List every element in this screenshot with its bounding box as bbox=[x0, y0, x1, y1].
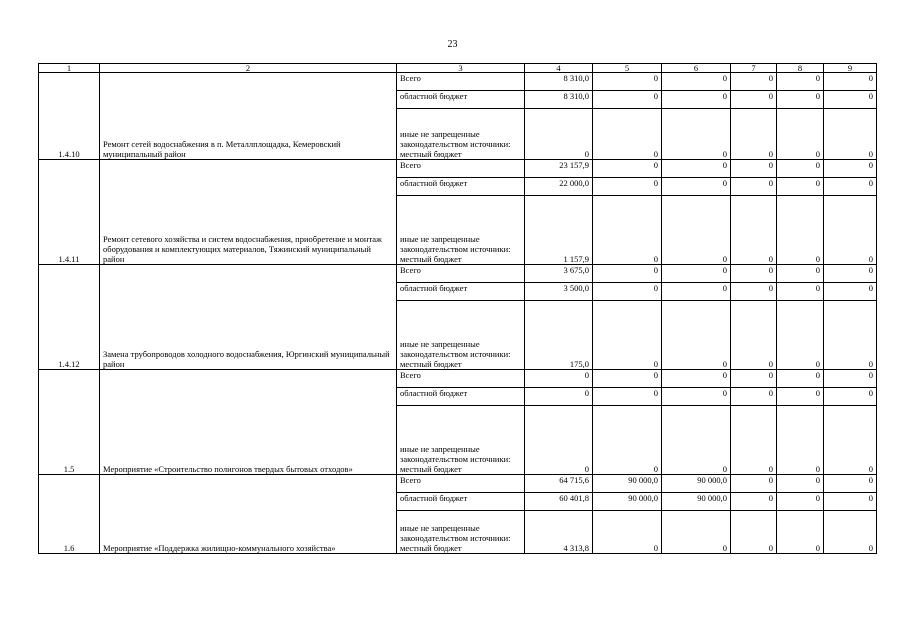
funding-source: иные не запрещенные законодательством источники: местный бюджет bbox=[397, 511, 525, 554]
amount-cell: 0 bbox=[731, 91, 777, 109]
amount-cell: 0 bbox=[662, 370, 731, 388]
column-number: 6 bbox=[662, 64, 731, 73]
amount-cell: 0 bbox=[777, 265, 824, 283]
amount-cell: 0 bbox=[662, 196, 731, 265]
column-number: 4 bbox=[525, 64, 593, 73]
funding-source: Всего bbox=[397, 73, 525, 91]
item-code: 1.5 bbox=[39, 370, 100, 475]
item-name: Замена трубопроводов холодного водоснабжения, Юргинский муниципальный район bbox=[100, 265, 397, 370]
amount-cell: 0 bbox=[525, 388, 593, 406]
amount-cell: 0 bbox=[662, 178, 731, 196]
amount-cell: 0 bbox=[525, 370, 593, 388]
amount-cell: 0 bbox=[593, 109, 662, 160]
amount-cell: 175,0 bbox=[525, 301, 593, 370]
column-number: 2 bbox=[100, 64, 397, 73]
amount-cell: 60 401,8 bbox=[525, 493, 593, 511]
program-financing-table bbox=[38, 63, 877, 554]
amount-cell: 0 bbox=[593, 196, 662, 265]
item-name: Ремонт сетевого хозяйства и систем водоснабжения, приобретение и монтаж оборудования и комплектующих материалов, Тяжинский муниципальный район bbox=[100, 160, 397, 265]
amount-cell: 0 bbox=[731, 196, 777, 265]
amount-cell: 0 bbox=[777, 178, 824, 196]
table-row bbox=[39, 475, 877, 493]
item-name: Мероприятие «Поддержка жилищно-коммунального хозяйства» bbox=[100, 475, 397, 554]
amount-cell: 8 310,0 bbox=[525, 73, 593, 91]
amount-cell: 4 313,8 bbox=[525, 511, 593, 554]
funding-source: иные не запрещенные законодательством источники: местный бюджет bbox=[397, 109, 525, 160]
amount-cell: 0 bbox=[593, 511, 662, 554]
amount-cell: 0 bbox=[662, 91, 731, 109]
column-number: 1 bbox=[39, 64, 100, 73]
item-code: 1.6 bbox=[39, 475, 100, 554]
amount-cell: 0 bbox=[731, 178, 777, 196]
amount-cell: 0 bbox=[777, 511, 824, 554]
amount-cell: 0 bbox=[593, 265, 662, 283]
amount-cell: 0 bbox=[593, 91, 662, 109]
page-number: 23 bbox=[447, 39, 458, 50]
amount-cell: 0 bbox=[824, 388, 877, 406]
amount-cell: 0 bbox=[824, 283, 877, 301]
amount-cell: 90 000,0 bbox=[593, 493, 662, 511]
amount-cell: 90 000,0 bbox=[662, 475, 731, 493]
funding-source: Всего bbox=[397, 370, 525, 388]
amount-cell: 0 bbox=[777, 283, 824, 301]
amount-cell: 0 bbox=[593, 406, 662, 475]
funding-source: иные не запрещенные законодательством источники: местный бюджет bbox=[397, 301, 525, 370]
amount-cell: 0 bbox=[662, 73, 731, 91]
amount-cell: 0 bbox=[824, 178, 877, 196]
item-name: Ремонт сетей водоснабжения в п. Металлплощадка, Кемеровский муниципальный район bbox=[100, 73, 397, 160]
amount-cell: 0 bbox=[777, 160, 824, 178]
amount-cell: 0 bbox=[662, 301, 731, 370]
amount-cell: 0 bbox=[824, 109, 877, 160]
amount-cell: 1 157,9 bbox=[525, 196, 593, 265]
column-number-row bbox=[39, 64, 877, 73]
amount-cell: 0 bbox=[824, 265, 877, 283]
funding-source: Всего bbox=[397, 475, 525, 493]
amount-cell: 0 bbox=[824, 91, 877, 109]
amount-cell: 22 000,0 bbox=[525, 178, 593, 196]
amount-cell: 0 bbox=[777, 301, 824, 370]
amount-cell: 3 500,0 bbox=[525, 283, 593, 301]
amount-cell: 0 bbox=[662, 406, 731, 475]
amount-cell: 0 bbox=[824, 160, 877, 178]
table-row bbox=[39, 370, 877, 388]
amount-cell: 0 bbox=[824, 475, 877, 493]
table-row bbox=[39, 265, 877, 283]
funding-source: областной бюджет bbox=[397, 91, 525, 109]
amount-cell: 0 bbox=[593, 160, 662, 178]
amount-cell: 0 bbox=[824, 301, 877, 370]
amount-cell: 0 bbox=[731, 283, 777, 301]
amount-cell: 64 715,6 bbox=[525, 475, 593, 493]
amount-cell: 0 bbox=[824, 406, 877, 475]
funding-source: областной бюджет bbox=[397, 283, 525, 301]
funding-source: Всего bbox=[397, 265, 525, 283]
funding-source: областной бюджет bbox=[397, 493, 525, 511]
amount-cell: 0 bbox=[593, 388, 662, 406]
amount-cell: 0 bbox=[777, 109, 824, 160]
amount-cell: 0 bbox=[662, 388, 731, 406]
amount-cell: 0 bbox=[777, 196, 824, 265]
item-code: 1.4.10 bbox=[39, 73, 100, 160]
amount-cell: 0 bbox=[777, 406, 824, 475]
amount-cell: 23 157,9 bbox=[525, 160, 593, 178]
amount-cell: 0 bbox=[731, 109, 777, 160]
amount-cell: 0 bbox=[824, 511, 877, 554]
table-row bbox=[39, 73, 877, 91]
item-name: Мероприятие «Строительство полигонов твердых бытовых отходов» bbox=[100, 370, 397, 475]
amount-cell: 0 bbox=[593, 73, 662, 91]
amount-cell: 0 bbox=[731, 73, 777, 91]
funding-source: областной бюджет bbox=[397, 178, 525, 196]
amount-cell: 0 bbox=[731, 406, 777, 475]
column-number: 8 bbox=[777, 64, 824, 73]
amount-cell: 0 bbox=[824, 493, 877, 511]
amount-cell: 0 bbox=[731, 265, 777, 283]
amount-cell: 0 bbox=[593, 301, 662, 370]
amount-cell: 0 bbox=[731, 511, 777, 554]
amount-cell: 0 bbox=[731, 160, 777, 178]
column-number: 3 bbox=[397, 64, 525, 73]
amount-cell: 0 bbox=[824, 73, 877, 91]
amount-cell: 0 bbox=[662, 109, 731, 160]
amount-cell: 0 bbox=[731, 301, 777, 370]
column-number: 9 bbox=[824, 64, 877, 73]
item-code: 1.4.12 bbox=[39, 265, 100, 370]
amount-cell: 0 bbox=[731, 388, 777, 406]
amount-cell: 0 bbox=[662, 511, 731, 554]
amount-cell: 3 675,0 bbox=[525, 265, 593, 283]
amount-cell: 90 000,0 bbox=[662, 493, 731, 511]
amount-cell: 0 bbox=[777, 73, 824, 91]
amount-cell: 0 bbox=[662, 160, 731, 178]
amount-cell: 0 bbox=[662, 283, 731, 301]
funding-source: иные не запрещенные законодательством источники: местный бюджет bbox=[397, 196, 525, 265]
amount-cell: 0 bbox=[593, 283, 662, 301]
funding-source: иные не запрещенные законодательством источники: местный бюджет bbox=[397, 406, 525, 475]
amount-cell: 0 bbox=[593, 178, 662, 196]
amount-cell: 0 bbox=[777, 370, 824, 388]
column-number: 5 bbox=[593, 64, 662, 73]
amount-cell: 0 bbox=[662, 265, 731, 283]
amount-cell: 0 bbox=[777, 493, 824, 511]
amount-cell: 0 bbox=[777, 91, 824, 109]
amount-cell: 0 bbox=[593, 370, 662, 388]
table-row bbox=[39, 160, 877, 178]
amount-cell: 90 000,0 bbox=[593, 475, 662, 493]
amount-cell: 0 bbox=[731, 493, 777, 511]
amount-cell: 0 bbox=[777, 388, 824, 406]
amount-cell: 0 bbox=[525, 406, 593, 475]
amount-cell: 8 310,0 bbox=[525, 91, 593, 109]
amount-cell: 0 bbox=[777, 475, 824, 493]
column-number: 7 bbox=[731, 64, 777, 73]
amount-cell: 0 bbox=[824, 370, 877, 388]
amount-cell: 0 bbox=[731, 475, 777, 493]
amount-cell: 0 bbox=[525, 109, 593, 160]
funding-source: Всего bbox=[397, 160, 525, 178]
funding-source: областной бюджет bbox=[397, 388, 525, 406]
amount-cell: 0 bbox=[731, 370, 777, 388]
amount-cell: 0 bbox=[824, 196, 877, 265]
item-code: 1.4.11 bbox=[39, 160, 100, 265]
